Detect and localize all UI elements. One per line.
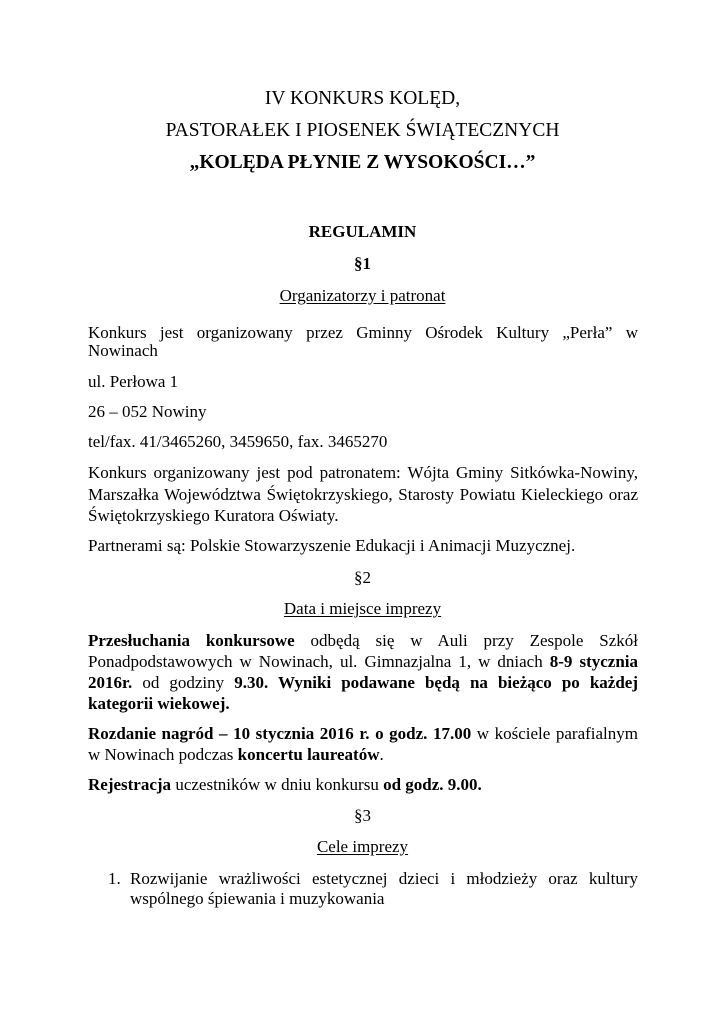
- auditions-year: 2016r.: [88, 673, 133, 692]
- awards-period: .: [379, 745, 384, 764]
- awards-text-1: w kościele parafialnym: [476, 724, 638, 743]
- regulamin-heading: REGULAMIN: [308, 222, 417, 241]
- awards-line-1: [88, 724, 638, 744]
- section-1-mark: §1: [354, 254, 371, 273]
- registration-text: uczestników w dniu konkursu: [175, 775, 379, 794]
- auditions-label: Przesłuchania konkursowe: [88, 631, 295, 650]
- auditions-line-4: kategorii wiekowej.: [88, 694, 230, 713]
- registration-time: od godz. 9.00.: [383, 775, 482, 794]
- goal-item-1-line-1: Rozwijanie wrażliwości estetycznej dzieci i młodzieży oraz kultury: [130, 869, 638, 888]
- auditions-line-2: [88, 652, 638, 672]
- registration-line: [88, 775, 482, 795]
- awards-date: Rozdanie nagród – 10 stycznia 2016 r. o godz. 17.00: [88, 724, 472, 743]
- title-line-3: „KOLĘDA PŁYNIE Z WYSOKOŚCI…”: [189, 152, 536, 173]
- partners-line: Partnerami są: Polskie Stowarzyszenie Edukacji i Animacji Muzycznej.: [88, 536, 576, 555]
- section-2-heading: Data i miejsce imprezy: [283, 599, 442, 618]
- section-3-heading: Cele imprezy: [316, 837, 409, 856]
- section-3-mark: §3: [354, 806, 371, 825]
- goal-item-1-line-2: wspólnego śpiewania i muzykowania: [130, 889, 385, 908]
- auditions-text-3: od godziny: [142, 673, 225, 692]
- awards-line-2: [88, 745, 384, 765]
- registration-label: Rejestracja: [88, 775, 172, 794]
- organizer-line-1: Konkurs jest organizowany przez Gminny Ośrodek Kultury „Perła” w: [88, 323, 638, 342]
- patronage-line-3: Świętokrzyskiego Kuratora Oświaty.: [88, 506, 339, 525]
- goal-item-1-number: 1.: [108, 869, 121, 888]
- auditions-time-results: 9.30. Wyniki podawane będą na bieżąco po każdej: [234, 673, 639, 692]
- section-2-mark: §2: [354, 568, 371, 587]
- auditions-line-1: [88, 631, 638, 651]
- organizer-line-2: Nowinach: [88, 341, 158, 360]
- patronage-line-1: Konkurs organizowany jest pod patronatem: Wójta Gminy Sitkówka-Nowiny,: [88, 463, 638, 482]
- title-line-1: IV KONKURS KOLĘD,: [264, 88, 461, 109]
- patronage-line-2: Marszałka Województwa Świętokrzyskiego, Starosty Powiatu Kieleckiego oraz: [88, 485, 638, 504]
- awards-concert: koncertu laureatów: [237, 745, 380, 764]
- organizer-postal: 26 – 052 Nowiny: [88, 402, 207, 421]
- auditions-text-2: Ponadpodstawowych w Nowinach, ul. Gimnazjalna 1, w dniach: [88, 652, 543, 671]
- organizer-street: ul. Perłowa 1: [88, 372, 179, 391]
- auditions-dates: 8-9 stycznia: [549, 652, 638, 671]
- auditions-text-1: odbędą się w Auli przy Zespole Szkół: [310, 631, 639, 650]
- auditions-line-3: [88, 673, 638, 693]
- section-1-heading: Organizatorzy i patronat: [279, 286, 446, 305]
- title-line-2: PASTORAŁEK I PIOSENEK ŚWIĄTECZNYCH: [165, 120, 560, 141]
- organizer-phone: tel/fax. 41/3465260, 3459650, fax. 3465270: [88, 432, 388, 451]
- awards-text-2: w Nowinach podczas: [88, 745, 234, 764]
